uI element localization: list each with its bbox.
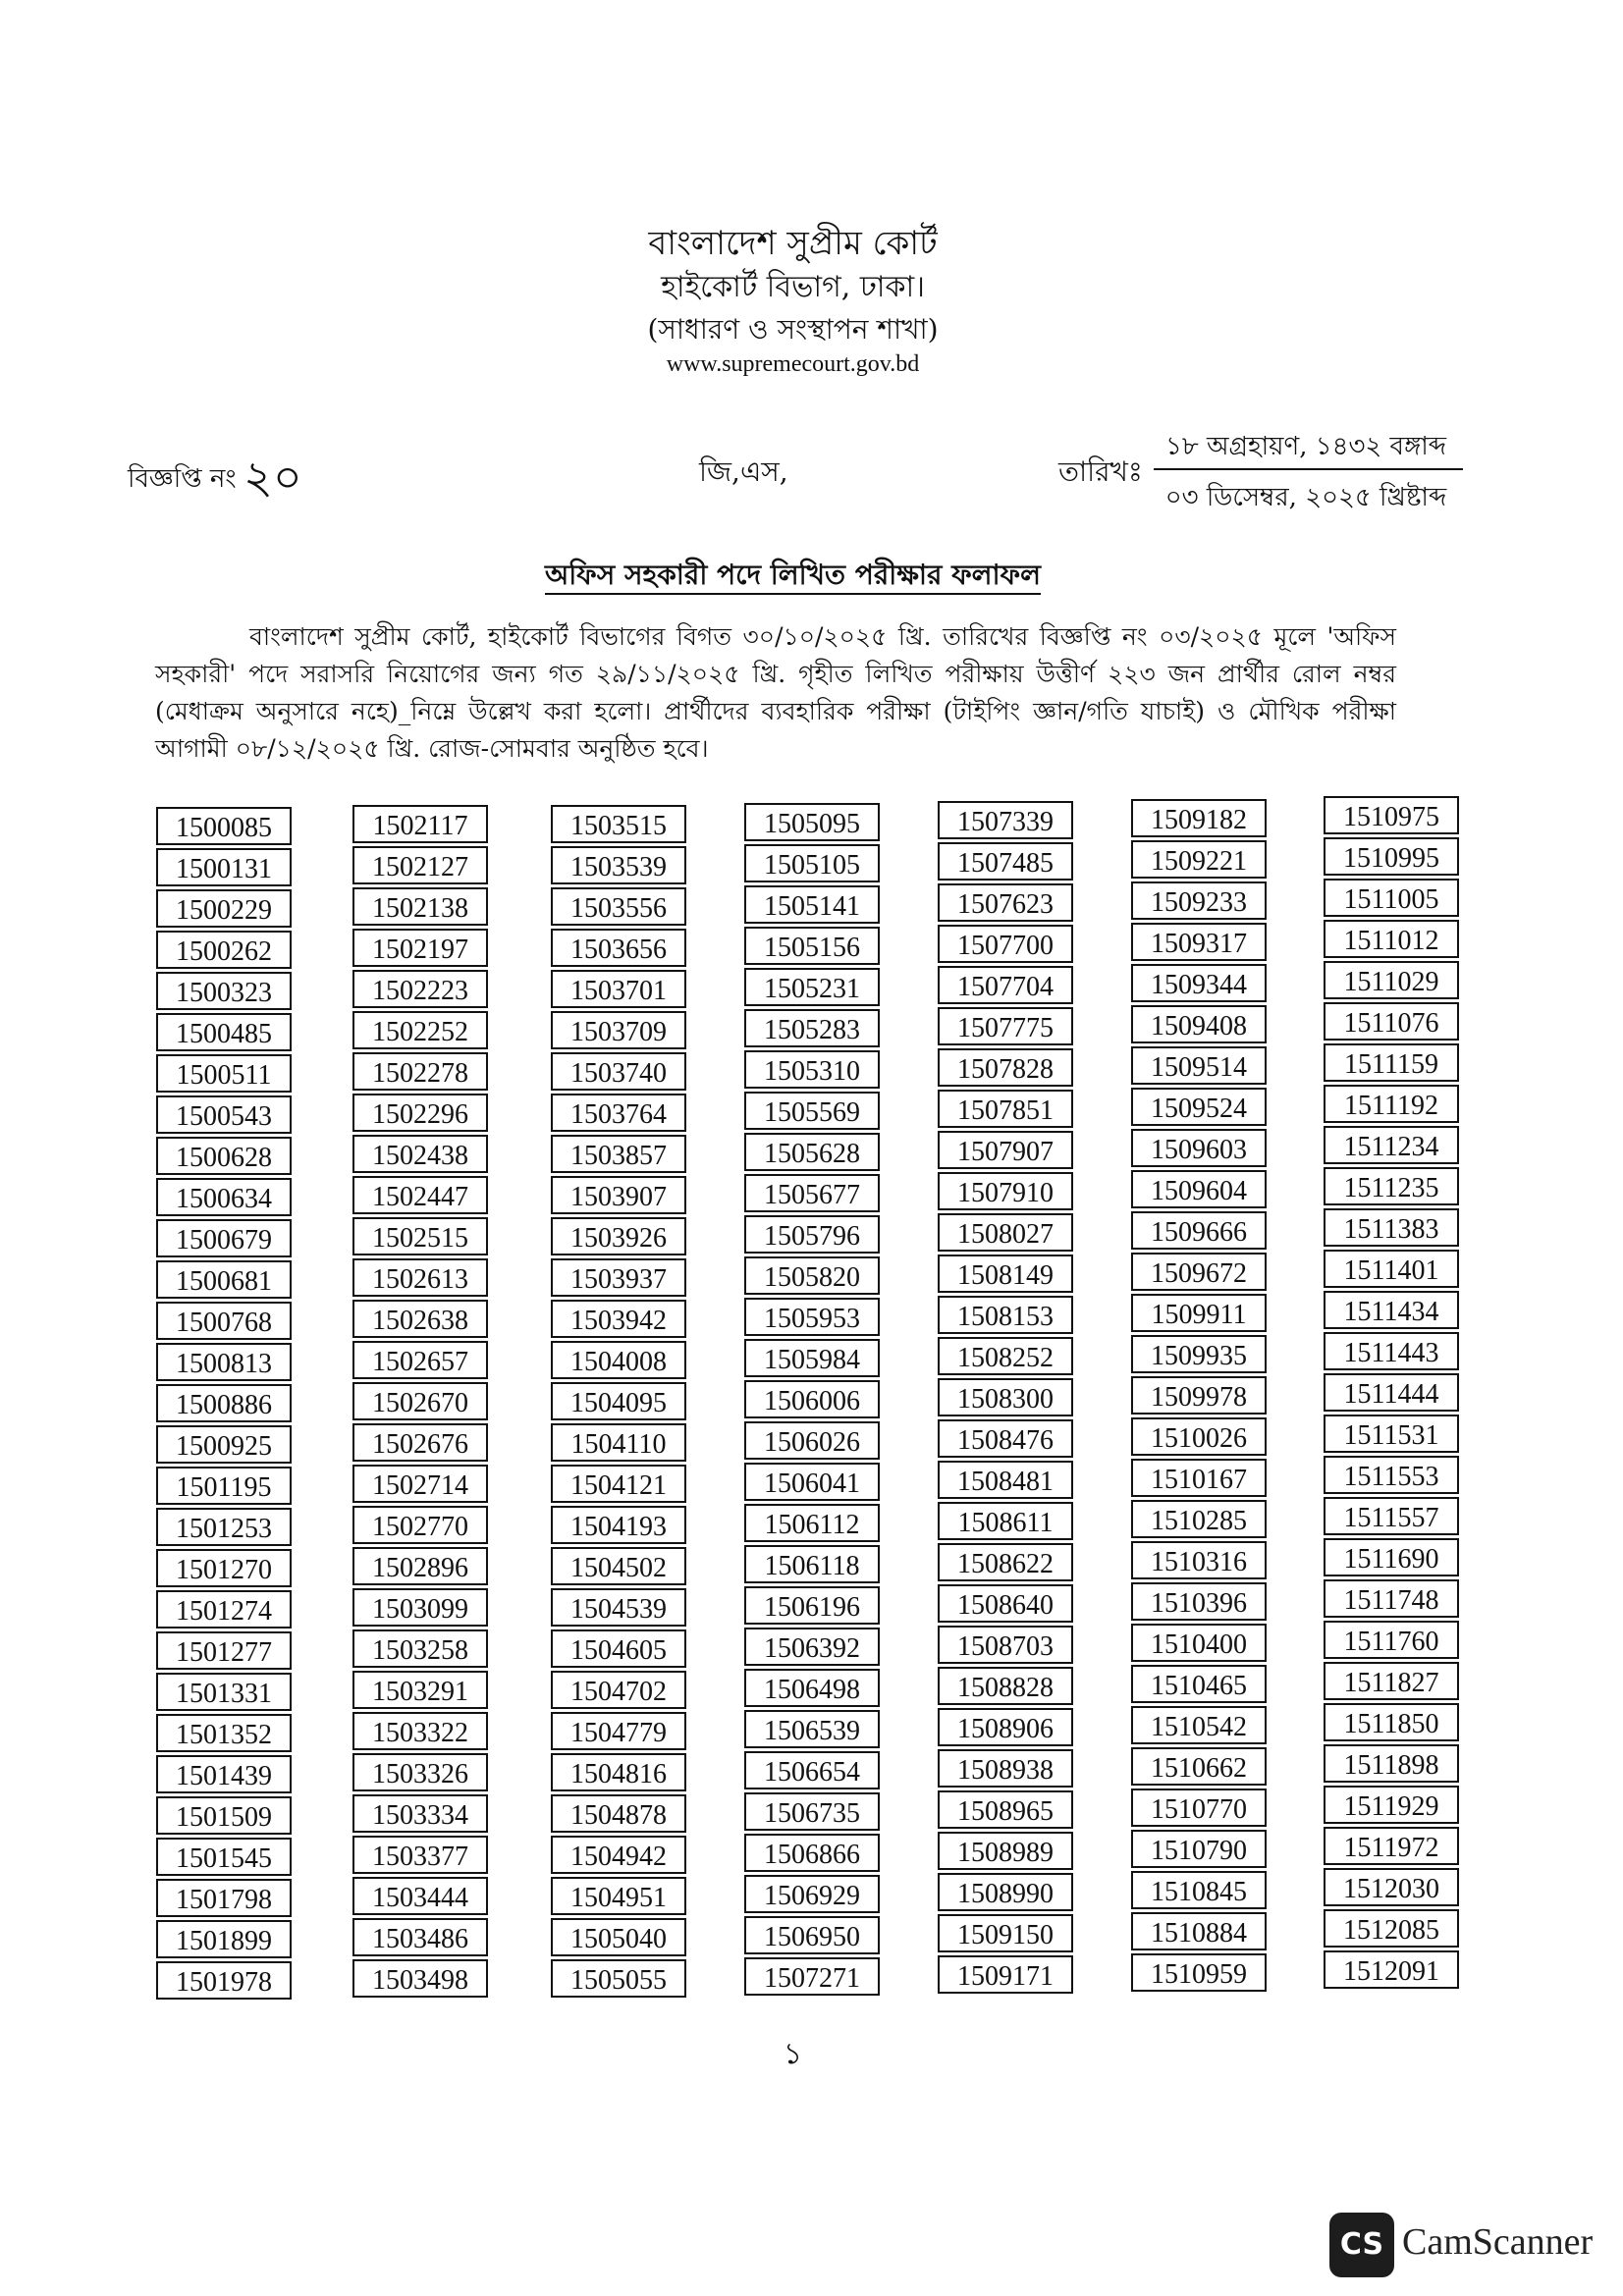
- roll-number-cell: 1511005: [1324, 879, 1459, 917]
- roll-number-cell: 1501270: [156, 1549, 292, 1587]
- roll-number-cell: 1511850: [1324, 1703, 1459, 1741]
- roll-number-cell: 1503326: [352, 1753, 488, 1791]
- roll-number-cell: 1502714: [352, 1465, 488, 1503]
- roll-number-cell: 1505310: [744, 1050, 880, 1089]
- roll-number-cell: 1500085: [156, 807, 292, 845]
- roll-number-cell: 1502613: [352, 1258, 488, 1297]
- roll-number-cell: 1510770: [1131, 1789, 1267, 1827]
- roll-number-cell: 1511748: [1324, 1579, 1459, 1618]
- page-number: ১: [783, 2037, 803, 2071]
- roll-number-cell: 1502438: [352, 1135, 488, 1173]
- roll-number-cell: 1511929: [1324, 1786, 1459, 1824]
- roll-number-cell: 1502127: [352, 846, 488, 884]
- roll-number-cell: 1506929: [744, 1875, 880, 1913]
- roll-number-cell: 1511531: [1324, 1415, 1459, 1453]
- roll-number-cell: 1507907: [938, 1131, 1073, 1169]
- roll-number-cell: 1500886: [156, 1384, 292, 1422]
- roll-number-cell: 1507700: [938, 925, 1073, 963]
- roll-number-cell: 1505095: [744, 803, 880, 841]
- roll-number-cell: 1512085: [1324, 1909, 1459, 1948]
- roll-column: [1131, 799, 1267, 1995]
- roll-number-cell: 1506866: [744, 1834, 880, 1872]
- roll-number-cell: 1500511: [156, 1054, 292, 1093]
- roll-number-cell: 1507851: [938, 1090, 1073, 1128]
- roll-number-cell: 1503539: [551, 846, 686, 884]
- roll-number-cell: 1511401: [1324, 1250, 1459, 1288]
- roll-number-cell: 1510959: [1131, 1953, 1267, 1992]
- roll-number-cell: 1506196: [744, 1586, 880, 1625]
- roll-number-cell: 1500679: [156, 1219, 292, 1257]
- roll-number-cell: 1505796: [744, 1215, 880, 1254]
- roll-number-cell: 1505677: [744, 1174, 880, 1212]
- roll-number-cell: 1510400: [1131, 1624, 1267, 1662]
- roll-number-cell: 1511443: [1324, 1332, 1459, 1370]
- roll-number-cell: 1507775: [938, 1007, 1073, 1045]
- page-title: [0, 554, 1586, 600]
- roll-number-cell: 1502638: [352, 1300, 488, 1338]
- roll-number-cell: 1511012: [1324, 920, 1459, 958]
- roll-number-cell: 1503291: [352, 1671, 488, 1709]
- roll-number-cell: 1502117: [352, 805, 488, 843]
- roll-number-cell: 1508640: [938, 1584, 1073, 1623]
- roll-number-cell: 1508622: [938, 1543, 1073, 1581]
- roll-number-cell: 1500543: [156, 1095, 292, 1134]
- roll-number-cell: 1505040: [551, 1918, 686, 1956]
- roll-number-cell: 1503377: [352, 1836, 488, 1874]
- roll-number-cell: 1504121: [551, 1465, 686, 1503]
- roll-number-cell: 1502447: [352, 1176, 488, 1214]
- roll-number-cell: 1509666: [1131, 1211, 1267, 1250]
- roll-number-cell: 1504702: [551, 1671, 686, 1709]
- roll-number-cell: 1507910: [938, 1172, 1073, 1210]
- roll-column: [551, 805, 686, 2001]
- roll-number-cell: 1504951: [551, 1877, 686, 1915]
- roll-number-cell: 1500485: [156, 1013, 292, 1051]
- roll-number-cell: 1511760: [1324, 1621, 1459, 1659]
- roll-number-cell: 1508149: [938, 1255, 1073, 1293]
- roll-number-cell: 1501274: [156, 1590, 292, 1629]
- roll-number-cell: 1511827: [1324, 1662, 1459, 1700]
- date-divider: [1154, 468, 1463, 470]
- roll-number-cell: 1505055: [551, 1959, 686, 1998]
- roll-number-cell: 1502770: [352, 1506, 488, 1544]
- roll-number-cell: 1501352: [156, 1714, 292, 1752]
- roll-number-cell: 1506735: [744, 1792, 880, 1831]
- roll-number-cell: 1509514: [1131, 1046, 1267, 1085]
- page-title-text: অফিস সহকারী পদে লিখিত পরীক্ষার ফলাফল: [545, 559, 1041, 595]
- roll-number-cell: 1500323: [156, 972, 292, 1010]
- roll-number-cell: 1505569: [744, 1092, 880, 1130]
- roll-number-cell: 1511434: [1324, 1291, 1459, 1329]
- roll-number-cell: 1503656: [551, 929, 686, 967]
- roll-number-cell: 1500262: [156, 931, 292, 969]
- roll-number-cell: 1508990: [938, 1873, 1073, 1911]
- roll-number-cell: 1504816: [551, 1753, 686, 1791]
- roll-number-cell: 1505283: [744, 1009, 880, 1047]
- roll-number-cell: 1510790: [1131, 1830, 1267, 1868]
- roll-number-cell: 1509524: [1131, 1088, 1267, 1126]
- roll-number-cell: 1500131: [156, 848, 292, 886]
- roll-number-cell: 1503857: [551, 1135, 686, 1173]
- roll-column: [744, 803, 880, 1999]
- roll-number-cell: 1502296: [352, 1094, 488, 1132]
- roll-number-cell: 1503942: [551, 1300, 686, 1338]
- roll-number-cell: 1509150: [938, 1914, 1073, 1952]
- roll-number-cell: 1509604: [1131, 1170, 1267, 1208]
- roll-column: [156, 807, 292, 2002]
- roll-number-cell: 1503709: [551, 1011, 686, 1049]
- roll-number-cell: 1509935: [1131, 1335, 1267, 1373]
- roll-number-cell: 1510845: [1131, 1871, 1267, 1909]
- roll-number-cell: 1503937: [551, 1258, 686, 1297]
- roll-number-cell: 1504779: [551, 1712, 686, 1750]
- roll-number-cell: 1508027: [938, 1213, 1073, 1252]
- roll-number-cell: 1509171: [938, 1955, 1073, 1994]
- roll-number-cell: 1506539: [744, 1710, 880, 1748]
- roll-number-cell: 1503486: [352, 1918, 488, 1956]
- roll-number-cell: 1508611: [938, 1502, 1073, 1540]
- roll-number-cell: 1509344: [1131, 964, 1267, 1002]
- roll-number-cell: 1511235: [1324, 1167, 1459, 1205]
- roll-number-cell: 1508481: [938, 1461, 1073, 1499]
- division-name: হাইকোর্ট বিভাগ, ঢাকা।: [661, 270, 925, 304]
- roll-number-cell: 1500768: [156, 1302, 292, 1340]
- roll-number-cell: 1510167: [1131, 1459, 1267, 1497]
- roll-number-cell: 1500628: [156, 1137, 292, 1175]
- roll-number-cell: 1506026: [744, 1421, 880, 1460]
- roll-number-cell: 1511972: [1324, 1827, 1459, 1865]
- roll-number-cell: 1501277: [156, 1631, 292, 1670]
- roll-number-cell: 1506118: [744, 1545, 880, 1583]
- roll-number-cell: 1510285: [1131, 1500, 1267, 1538]
- roll-number-cell: 1503258: [352, 1629, 488, 1668]
- roll-number-cell: 1503764: [551, 1094, 686, 1132]
- roll-number-cell: 1501798: [156, 1879, 292, 1917]
- camscanner-logo-text: CS: [1339, 2227, 1384, 2262]
- roll-number-cell: 1504605: [551, 1629, 686, 1668]
- roll-number-cell: 1501545: [156, 1838, 292, 1876]
- roll-number-cell: 1509978: [1131, 1376, 1267, 1415]
- roll-number-cell: 1511159: [1324, 1043, 1459, 1082]
- roll-column: [352, 805, 488, 2001]
- roll-number-cell: 1501439: [156, 1755, 292, 1793]
- roll-number-cell: 1500681: [156, 1260, 292, 1299]
- notice-body: বাংলাদেশ সুপ্রীম কোর্ট, হাইকোর্ট বিভাগের বিগত ৩০/১০/২০২৫ খ্রি. তারিখের বিজ্ঞপ্তি নং ০৩/২০২৫ মূলে 'অফিস সহকারী' পদে সরাসরি নিয়োগের জন্য গত ২৯/১১/২০২৫ খ্রি. গৃহীত লিখিত পরীক্ষায় উত্তীর্ণ ২২৩ জন প্রার্থীর রোল নম্বর (মেধাক্রম অনুসারে নহে)_নিম্নে উল্লেখ করা হলো। প্রার্থীদের ব্যবহারিক পরীক্ষা (টাইপিং জ্ঞান/গতি যাচাই) ও মৌখিক পরীক্ষা আগামী ০৮/১২/২০২৫ খ্রি. রোজ-সোমবার অনুষ্ঠিত হবে।: [155, 622, 1396, 763]
- roll-number-cell: 1502278: [352, 1052, 488, 1091]
- roll-number-cell: 1508828: [938, 1667, 1073, 1705]
- gs-label: জি,এস,: [699, 455, 788, 488]
- roll-number-cell: 1507271: [744, 1957, 880, 1996]
- roll-number-cell: 1507485: [938, 842, 1073, 881]
- roll-number-cell: 1508300: [938, 1378, 1073, 1416]
- roll-number-cell: 1503926: [551, 1217, 686, 1255]
- roll-number-cell: 1510396: [1131, 1582, 1267, 1621]
- roll-number-cell: 1511234: [1324, 1126, 1459, 1164]
- roll-number-cell: 1500813: [156, 1343, 292, 1381]
- roll-number-cell: 1509911: [1131, 1294, 1267, 1332]
- roll-number-cell: 1506654: [744, 1751, 880, 1789]
- camscanner-watermark: CamScanner: [1402, 2221, 1594, 2263]
- roll-number-cell: 1505156: [744, 927, 880, 965]
- roll-number-cell: 1509603: [1131, 1129, 1267, 1167]
- roll-number-cell: 1506041: [744, 1463, 880, 1501]
- roll-number-cell: 1505953: [744, 1298, 880, 1336]
- roll-number-cell: 1506006: [744, 1380, 880, 1418]
- roll-number-cell: 1503515: [551, 805, 686, 843]
- roll-number-cell: 1504110: [551, 1423, 686, 1462]
- roll-number-cell: 1508989: [938, 1832, 1073, 1870]
- roll-number-cell: 1504193: [551, 1506, 686, 1544]
- roll-number-cell: 1501509: [156, 1796, 292, 1835]
- roll-number-cell: 1500229: [156, 889, 292, 928]
- roll-number-cell: 1502197: [352, 929, 488, 967]
- roll-column: [1324, 796, 1459, 1992]
- roll-number-cell: 1511029: [1324, 961, 1459, 999]
- court-name: বাংলাদেশ সুপ্রীম কোর্ট: [648, 224, 938, 263]
- roll-number-cell: 1510465: [1131, 1665, 1267, 1703]
- roll-number-cell: 1508153: [938, 1296, 1073, 1334]
- roll-number-cell: 1502670: [352, 1382, 488, 1420]
- roll-number-cell: 1509221: [1131, 840, 1267, 879]
- roll-number-cell: 1504942: [551, 1836, 686, 1874]
- date-label: তারিখঃ: [1058, 455, 1143, 488]
- roll-number-cell: 1510975: [1324, 796, 1459, 834]
- roll-number-cell: 1502896: [352, 1547, 488, 1585]
- roll-number-cell: 1503740: [551, 1052, 686, 1091]
- roll-number-cell: 1508938: [938, 1749, 1073, 1788]
- roll-number-cell: 1511898: [1324, 1744, 1459, 1783]
- roll-number-cell: 1510995: [1324, 837, 1459, 876]
- roll-number-cell: 1502515: [352, 1217, 488, 1255]
- roll-number-cell: 1510026: [1131, 1417, 1267, 1456]
- section-name: (সাধারণ ও সংস্থাপন শাখা): [647, 313, 939, 346]
- roll-number-cell: 1508703: [938, 1626, 1073, 1664]
- roll-number-cell: 1512030: [1324, 1868, 1459, 1906]
- roll-number-cell: 1500925: [156, 1425, 292, 1464]
- roll-number-cell: 1507623: [938, 883, 1073, 922]
- roll-number-cell: 1511076: [1324, 1002, 1459, 1041]
- roll-column: [938, 801, 1073, 1997]
- roll-number-cell: 1500634: [156, 1178, 292, 1216]
- roll-number-cell: 1510542: [1131, 1706, 1267, 1744]
- date-gregorian: ০৩ ডিসেম্বর, ২০২৫ খ্রিষ্টাব্দ: [1164, 483, 1447, 512]
- roll-number-cell: 1505984: [744, 1339, 880, 1377]
- roll-number-cell: 1509182: [1131, 799, 1267, 837]
- roll-number-cell: 1503322: [352, 1712, 488, 1750]
- roll-number-cell: 1511383: [1324, 1208, 1459, 1247]
- roll-number-cell: 1512091: [1324, 1950, 1459, 1989]
- roll-number-cell: 1506112: [744, 1504, 880, 1542]
- website-link[interactable]: www.supremecourt.gov.bd: [666, 351, 920, 377]
- roll-number-cell: 1502138: [352, 887, 488, 926]
- roll-number-cell: 1502223: [352, 970, 488, 1008]
- roll-number-cell: 1501331: [156, 1673, 292, 1711]
- roll-number-cell: 1505105: [744, 844, 880, 882]
- roll-number-cell: 1508476: [938, 1419, 1073, 1458]
- roll-number-cell: 1503444: [352, 1877, 488, 1915]
- roll-number-cell: 1510662: [1131, 1747, 1267, 1786]
- roll-number-cell: 1503498: [352, 1959, 488, 1998]
- roll-number-cell: 1501195: [156, 1467, 292, 1505]
- roll-number-cell: 1503099: [352, 1588, 488, 1627]
- roll-number-cell: 1504539: [551, 1588, 686, 1627]
- roll-number-cell: 1507704: [938, 966, 1073, 1004]
- roll-number-cell: 1505141: [744, 885, 880, 924]
- roll-number-cell: 1501899: [156, 1920, 292, 1958]
- roll-number-cell: 1508965: [938, 1790, 1073, 1829]
- roll-number-cell: 1507828: [938, 1048, 1073, 1087]
- roll-number-cell: 1504878: [551, 1794, 686, 1833]
- roll-number-cell: 1511690: [1324, 1538, 1459, 1576]
- roll-number-cell: 1502657: [352, 1341, 488, 1379]
- roll-number-cell: 1511553: [1324, 1456, 1459, 1494]
- roll-number-cell: 1504502: [551, 1547, 686, 1585]
- roll-number-cell: 1506498: [744, 1669, 880, 1707]
- roll-number-cell: 1504095: [551, 1382, 686, 1420]
- notice-number: ২০: [243, 451, 302, 504]
- roll-number-cell: 1511557: [1324, 1497, 1459, 1535]
- camscanner-logo-icon: [1329, 2213, 1394, 2277]
- roll-number-cell: 1501978: [156, 1961, 292, 2000]
- roll-number-cell: 1504008: [551, 1341, 686, 1379]
- notice-label: বিজ্ঞপ্তি নং: [128, 464, 237, 494]
- roll-number-cell: 1503556: [551, 887, 686, 926]
- roll-number-cell: 1503701: [551, 970, 686, 1008]
- roll-number-cell: 1509317: [1131, 923, 1267, 961]
- roll-number-cell: 1510316: [1131, 1541, 1267, 1579]
- roll-number-cell: 1502252: [352, 1011, 488, 1049]
- roll-number-cell: 1505820: [744, 1256, 880, 1295]
- roll-number-cell: 1506392: [744, 1628, 880, 1666]
- roll-number-cell: 1508906: [938, 1708, 1073, 1746]
- roll-number-cell: 1506950: [744, 1916, 880, 1954]
- roll-number-cell: 1508252: [938, 1337, 1073, 1375]
- roll-number-cell: 1501253: [156, 1508, 292, 1546]
- roll-number-cell: 1505628: [744, 1133, 880, 1171]
- roll-number-cell: 1502676: [352, 1423, 488, 1462]
- roll-number-cell: 1509233: [1131, 881, 1267, 920]
- roll-number-cell: 1509408: [1131, 1005, 1267, 1043]
- roll-number-cell: 1507339: [938, 801, 1073, 839]
- roll-number-cell: 1511444: [1324, 1373, 1459, 1412]
- roll-number-cell: 1503907: [551, 1176, 686, 1214]
- roll-number-cell: 1511192: [1324, 1085, 1459, 1123]
- roll-number-cell: 1503334: [352, 1794, 488, 1833]
- roll-number-cell: 1505231: [744, 968, 880, 1006]
- date-bangla: ১৮ অগ্রহায়ণ, ১৪৩২ বঙ্গাব্দ: [1164, 432, 1447, 461]
- roll-number-cell: 1510884: [1131, 1912, 1267, 1950]
- roll-number-cell: 1509672: [1131, 1253, 1267, 1291]
